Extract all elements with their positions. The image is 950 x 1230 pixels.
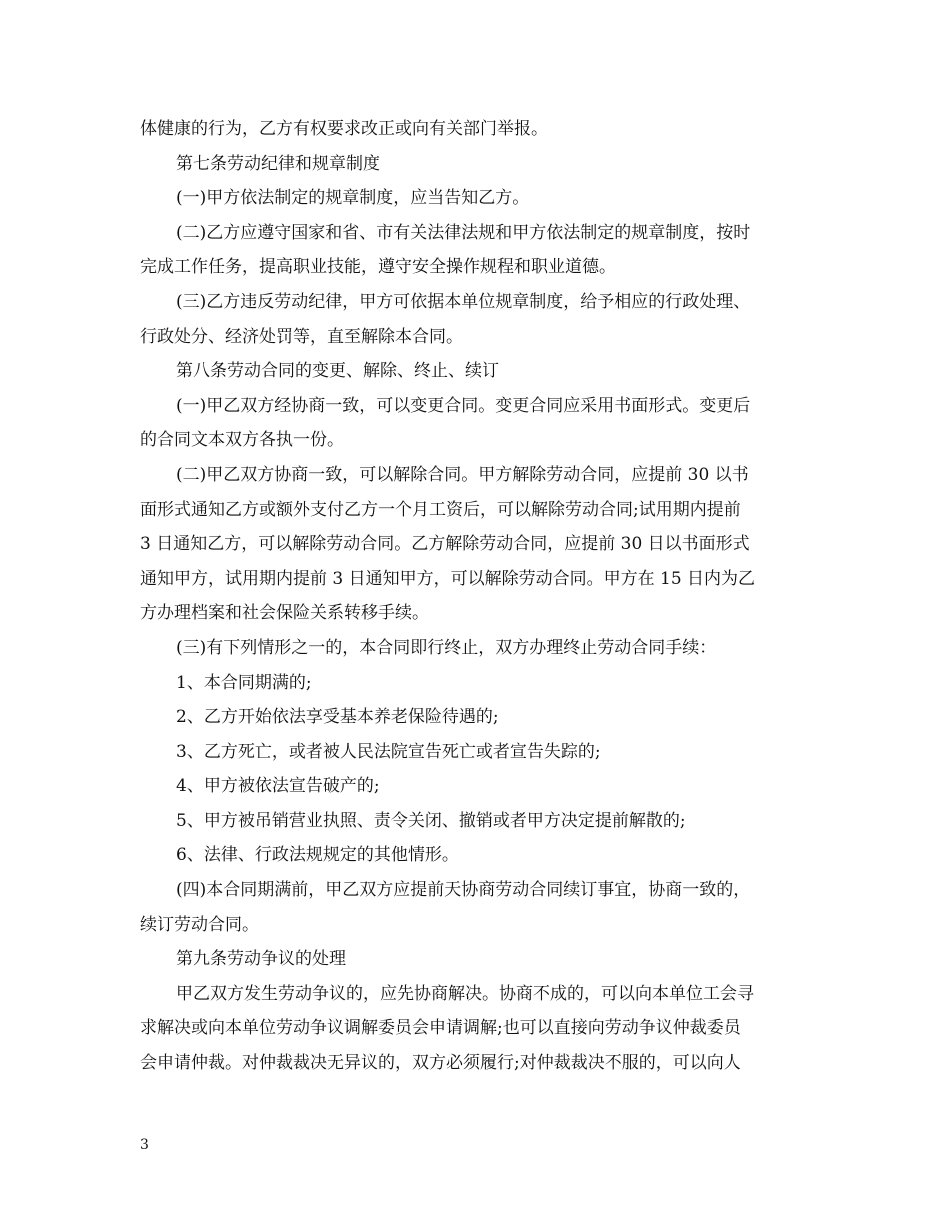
text-line: 2、乙方开始依法享受基本养老保险待遇的; bbox=[176, 707, 499, 728]
text-line: (三)乙方违反劳动纪律，甲方可依据本单位规章制度，给予相应的行政处理、 bbox=[176, 291, 751, 312]
text-line: 方办理档案和社会保险关系转移手续。 bbox=[140, 603, 429, 624]
text-line: 第九条劳动争议的处理 bbox=[176, 949, 346, 970]
text-line: 行政处分、经济处罚等，直至解除本合同。 bbox=[140, 326, 463, 347]
text-line: 续订劳动合同。 bbox=[140, 914, 259, 935]
text-line: 通知甲方，试用期内提前 3 日通知甲方，可以解除劳动合同。甲方在 15 日内为乙 bbox=[140, 568, 756, 589]
document-body bbox=[140, 112, 812, 1081]
text-line: 完成工作任务，提高职业技能，遵守安全操作规程和职业道德。 bbox=[140, 257, 616, 278]
text-line: 会申请仲裁。对仲裁裁决无异议的，双方必须履行;对仲裁裁决不服的，可以向人 bbox=[140, 1053, 741, 1074]
text-line: 5、甲方被吊销营业执照、责令关闭、撤销或者甲方决定提前解散的; bbox=[176, 810, 686, 831]
page-number: 3 bbox=[140, 1137, 149, 1153]
text-line: 3、乙方死亡，或者被人民法院宣告死亡或者宣告失踪的; bbox=[176, 741, 601, 762]
text-line: (一)甲方依法制定的规章制度，应当告知乙方。 bbox=[176, 188, 530, 209]
text-line: (四)本合同期满前，甲乙双方应提前天协商劳动合同续订事宜，协商一致的， bbox=[176, 880, 751, 901]
text-line: (二)甲乙双方协商一致，可以解除合同。甲方解除劳动合同，应提前 30 以书 bbox=[176, 464, 749, 485]
text-line: 体健康的行为，乙方有权要求改正或向有关部门举报。 bbox=[140, 119, 548, 139]
text-line: (一)甲乙双方经协商一致，可以变更合同。变更合同应采用书面形式。变更后 bbox=[176, 395, 751, 416]
text-line: 6、法律、行政法规规定的其他情形。 bbox=[176, 845, 459, 866]
text-line: (三)有下列情形之一的，本合同即行终止，双方办理终止劳动合同手续： bbox=[176, 637, 717, 658]
text-line: 的合同文本双方各执一份。 bbox=[140, 430, 344, 451]
text-line: 3 日通知乙方，可以解除劳动合同。乙方解除劳动合同，应提前 30 日以书面形式 bbox=[140, 534, 750, 555]
text-line: 4、甲方被依法宣告破产的; bbox=[176, 776, 380, 797]
text-line: 甲乙双方发生劳动争议的，应先协商解决。协商不成的，可以向本单位工会寻 bbox=[176, 983, 754, 1004]
text-line: (二)乙方应遵守国家和省、市有关法律法规和甲方依法制定的规章制度，按时 bbox=[176, 222, 751, 243]
text-line: 面形式通知乙方或额外支付乙方一个月工资后，可以解除劳动合同;试用期内提前 bbox=[140, 499, 741, 520]
text-line: 1、本合同期满的; bbox=[176, 672, 312, 693]
text-line: 求解决或向本单位劳动争议调解委员会申请调解;也可以直接向劳动争议仲裁委员 bbox=[140, 1018, 741, 1039]
text-line: 第七条劳动纪律和规章制度 bbox=[176, 153, 380, 174]
text-line: 第八条劳动合同的变更、解除、终止、续订 bbox=[176, 361, 499, 382]
